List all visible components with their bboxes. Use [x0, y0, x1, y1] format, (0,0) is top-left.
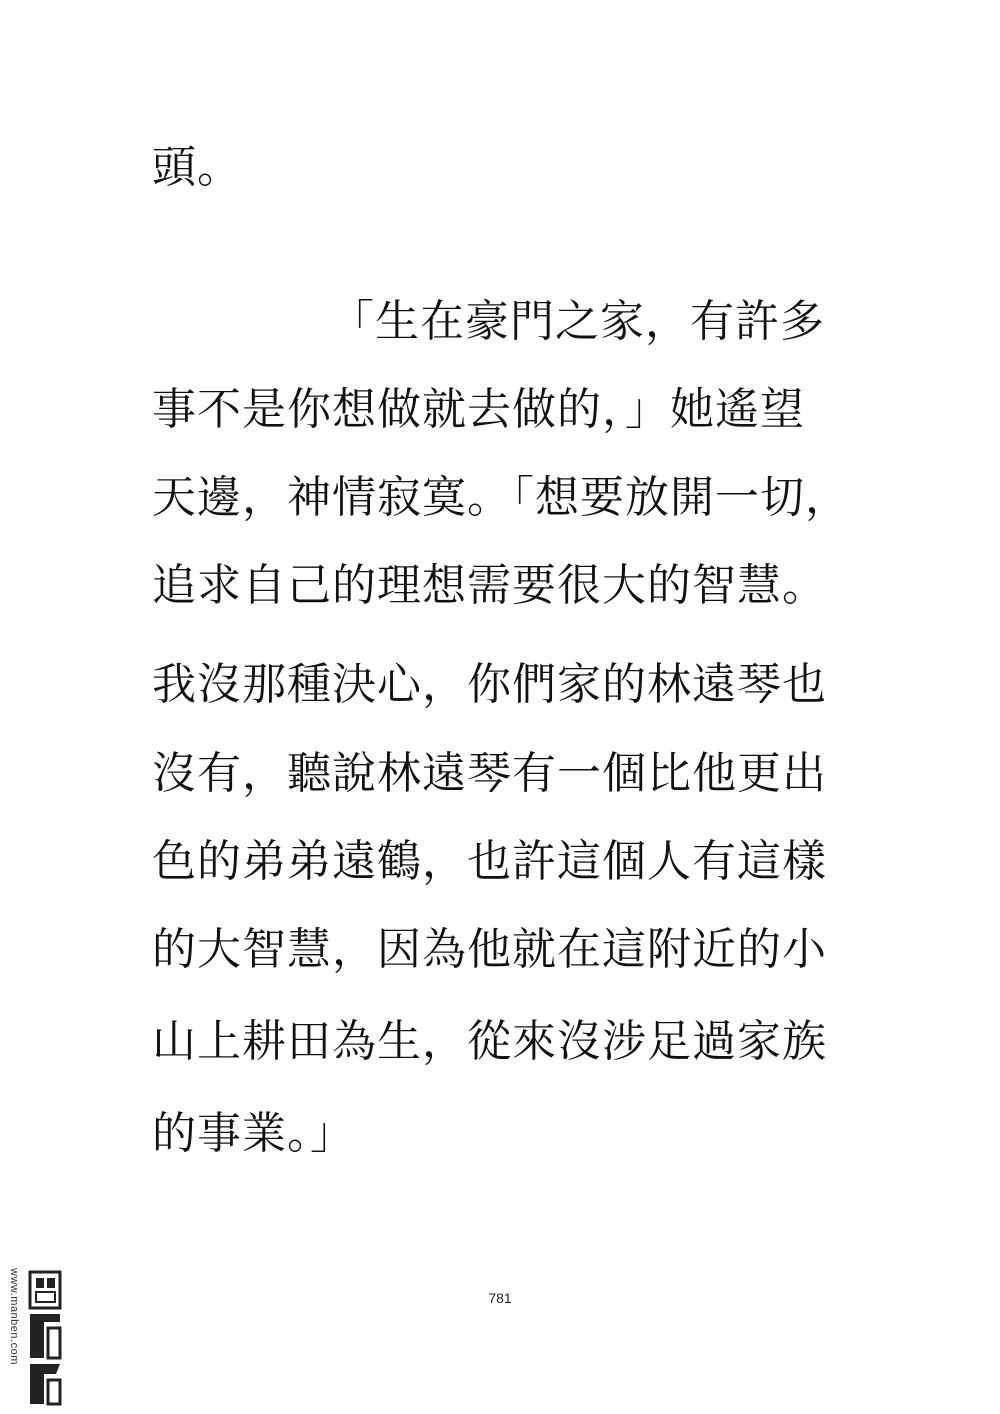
watermark-url: www.manben.com — [8, 1268, 20, 1365]
text-line-9: 的大智慧，因為他就在這附近的小 — [152, 924, 827, 975]
text-line-1: 頭。 — [152, 142, 242, 193]
watermark-logo-icon — [0, 1258, 68, 1408]
text-line-5: 追求自己的理想需要很大的智慧。 — [152, 560, 827, 611]
text-line-3: 事不是你想做就去做的，」她遙望 — [152, 384, 805, 435]
text-line-7: 沒有，聽說林遠琴有一個比他更出 — [152, 748, 827, 799]
text-line-4: 天邊，神情寂寞。「想要放開一切， — [152, 472, 850, 523]
text-line-2: 「生在豪門之家，有許多 — [330, 296, 825, 347]
page-number: 781 — [488, 1290, 512, 1306]
text-line-6: 我沒那種決心，你們家的林遠琴也 — [152, 659, 827, 710]
text-line-8: 色的弟弟遠鶴，也許這個人有這樣 — [152, 836, 827, 887]
text-line-11: 的事業。」 — [152, 1108, 355, 1159]
text-line-10: 山上耕田為生，從來沒涉足過家族 — [152, 1016, 827, 1067]
